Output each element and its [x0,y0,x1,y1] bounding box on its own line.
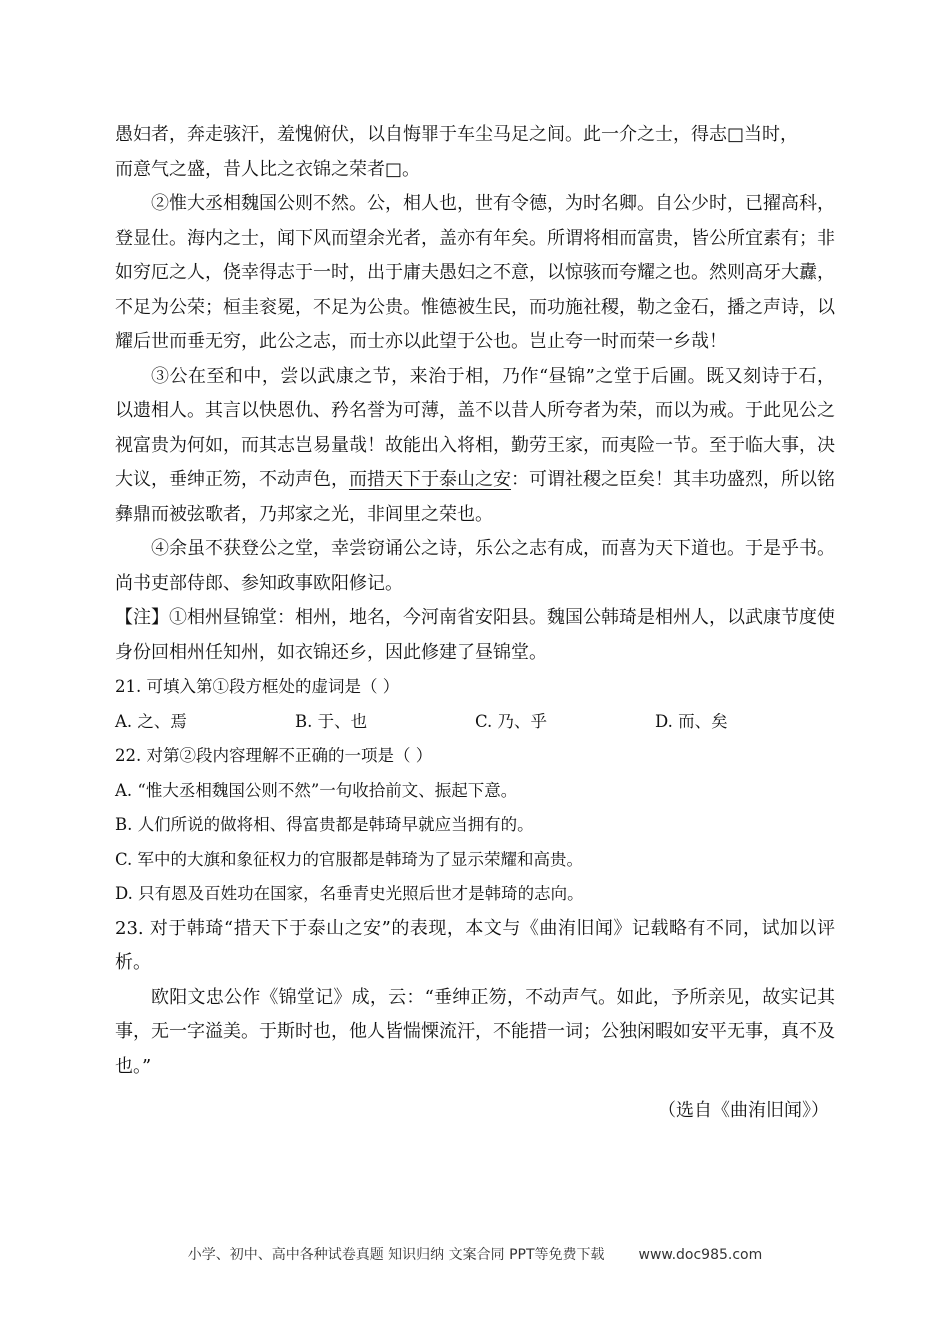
q21-option-b: B. 于、也 [295,711,368,731]
question-23-stem: 23. 对于韩琦“措天下于泰山之安”的表现，本文与《曲洧旧闻》记载略有不同，试加以评析。 [115,917,835,973]
paragraph-2: ②惟大丞相魏国公则不然。公，相人也，世有令德，为时名卿。自公少时，已擢高科，登显仕。海内之士，闻下风而望余光者，盖亦有年矣。所谓将相而富贵，皆公所宜素有；非如穷厄之人，侥幸得志于一时，出于庸夫愚妇之不意，以惊骇而夸耀之也。然则高牙大纛，不足为公荣；桓圭衮冕，不足为公贵。惟德被生民，而功施社稷，勒之金石，播之声诗，以耀后世而垂无穷，此公之志，而士亦以此望于公也。岂止夸一时而荣一乡哉！ [115,193,835,352]
annotation-note: 【注】①相州昼锦堂：相州，地名，今河南省安阳县。魏国公韩琦是相州人，以武康节度使身份回相州任知州，如衣锦还乡，因此修建了昼锦堂。 [115,607,835,663]
paragraph-4: ④余虽不获登公之堂，幸尝窃诵公之诗，乐公之志有成，而喜为天下道也。于是乎书。尚书吏部侍郎、参知政事欧阳修记。 [115,538,835,594]
question-22-stem: 22. 对第②段内容理解不正确的一项是（ ） [115,746,433,765]
paragraph-3-after: ：可谓社稷之臣矣！其丰功盛烈，所以铭彝鼎而被弦歌者，乃邦家之光，非闾里之荣也。 [115,469,835,525]
q22-option-a: A. “惟大丞相魏国公则不然”一句收拾前文、振起下意。 [115,780,518,800]
q22-option-b: B. 人们所说的做将相、得富贵都是韩琦早就应当拥有的。 [115,815,534,834]
q22-option-c: C. 军中的大旗和象征权力的官服都是韩琦为了显示荣耀和高贵。 [115,849,584,869]
paragraph-1-line-2: 而意气之盛，昔人比之衣锦之荣者□。 [115,158,421,180]
footer-site-link[interactable]: www.doc985.com [638,1247,763,1263]
q21-option-d: D. 而、矣 [655,711,728,731]
paragraph-1-line-1: 愚妇者，奔走骇汗，羞愧俯伏，以自悔罪于车尘马足之间。此一介之士，得志□当时， [115,124,799,145]
q21-option-c: C. 乃、乎 [475,711,548,731]
page-footer [0,1244,950,1264]
footer-text: 小学、初中、高中各种试卷真题 知识归纳 文案合同 PPT等免费下载 [187,1247,605,1263]
passage-source: （选自《曲洧旧闻》） [658,1100,829,1121]
underlined-phrase: 而措天下于泰山之安 [349,469,511,490]
q21-option-a: A. 之、焉 [115,711,187,731]
question-21-stem: 21. 可填入第①段方框处的虚词是（ ） [115,677,400,696]
question-21-options [115,705,835,740]
paragraph-3-before: ③公在至和中，尝以武康之节，来治于相，乃作“昼锦”之堂于后圃。既又刻诗于石，以遗相人。其言以快恩仇、矜名誉为可薄，盖不以昔人所夸者为荣，而以为戒。于此见公之视富贵为何如，而其志岂易量哉！故能出入将相，勤劳王家，而夷险一节。至于临大事，决大议，垂绅正笏，不动声色， [115,365,835,490]
quoted-passage: 欧阳文忠公作《锦堂记》成，云：“垂绅正笏，不动声气。如此，予所亲见，故实记其事，无一字溢美。于斯时也，他人皆惴慄流汗，不能措一词；公独闲暇如安平无事，真不及也。” [115,986,835,1077]
q22-option-d: D. 只有恩及百姓功在国家，名垂青史光照后世才是韩琦的志向。 [115,884,584,903]
document-body [115,118,835,1129]
paragraph-3 [115,360,835,533]
